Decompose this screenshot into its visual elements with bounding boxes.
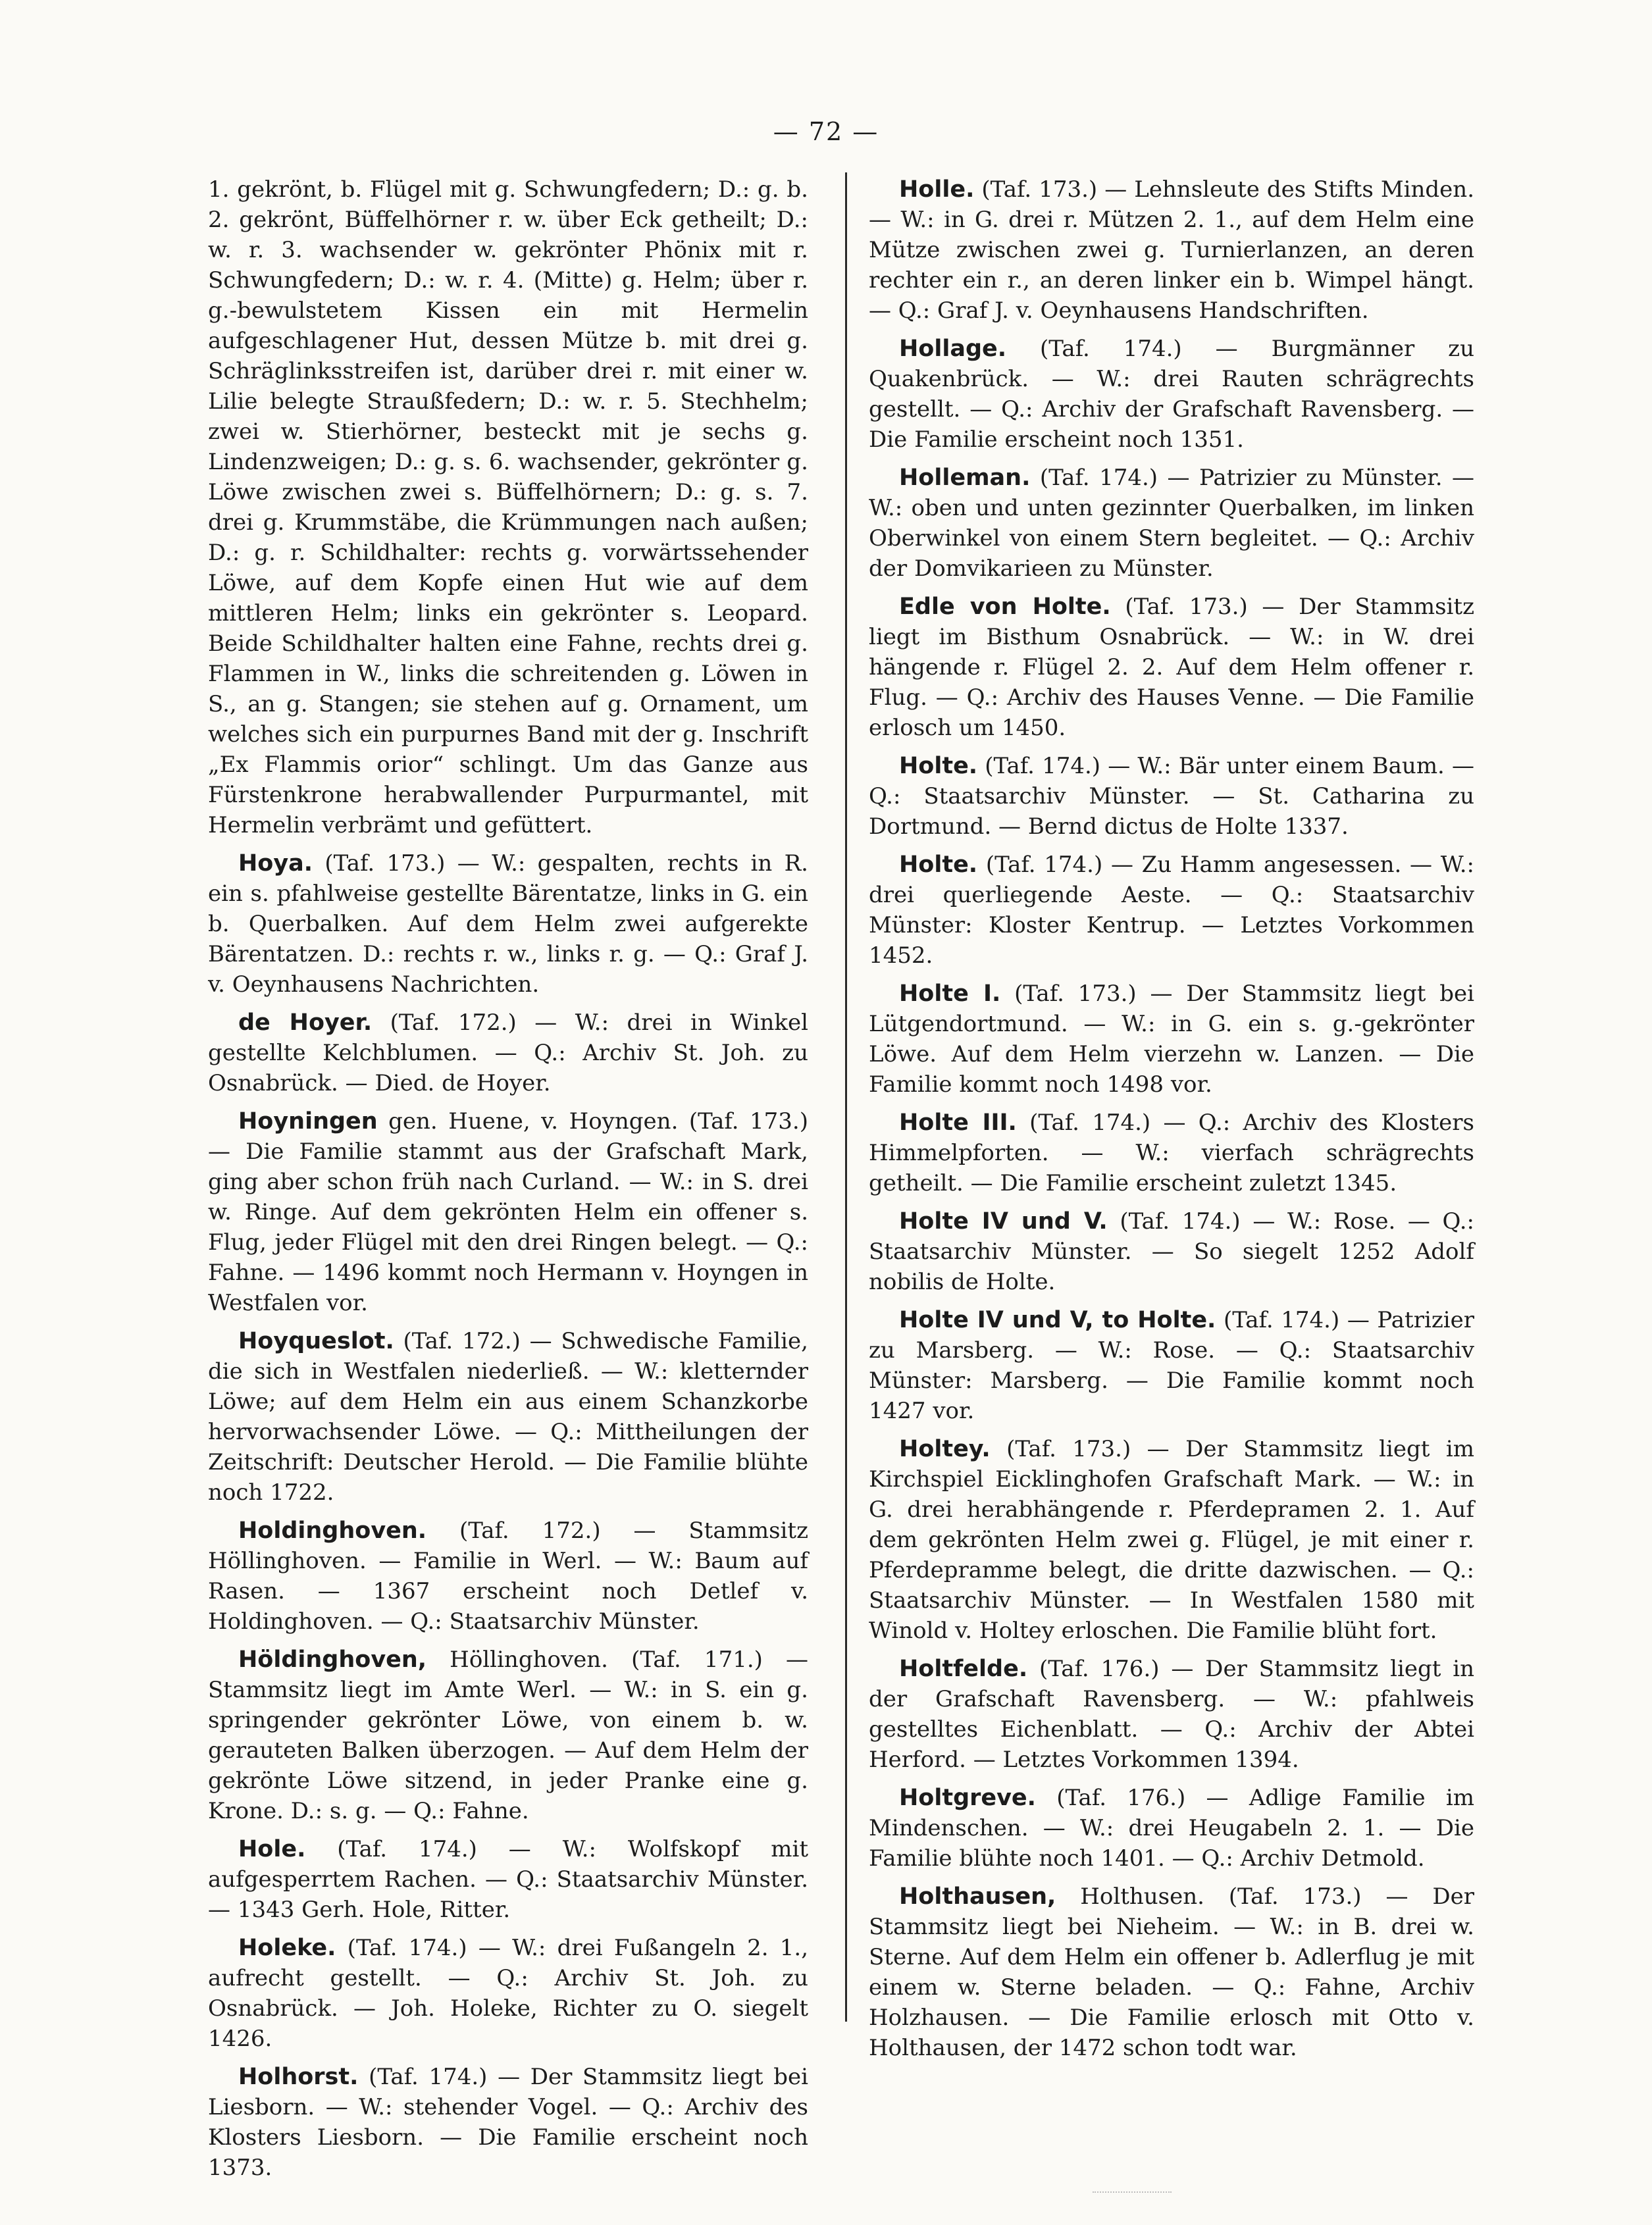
entry	[869, 174, 1474, 326]
entry	[869, 1881, 1474, 2063]
entry-text: (Taf. 173.) — Der Stammsitz liegt im Kirchspiel Eicklinghofen Grafschaft Mark. — W.: in G. drei herabhängende r. Pferdepramen 2. 1. Auf dem gekrönten Helm zwei g. Flügel, je mit einer r. Pferdepramme belegt, die dritte dazwischen. — Q.: Staatsarchiv Münster. — In Westfalen 1580 mit Winold v. Holtey erloschen. Die Familie blüht fort.	[869, 1436, 1474, 1644]
entry	[869, 1654, 1474, 1775]
column-divider	[845, 172, 847, 2022]
entry-text: (Taf. 172.) — W.: drei in Winkel gestellte Kelchblumen. — Q.: Archiv St. Joh. zu Osnabrück. — Died. de Hoyer.	[208, 1010, 808, 1096]
entry-heading: Holhorst.	[238, 2064, 359, 2090]
entry	[869, 1783, 1474, 1874]
entry-text: (Taf. 174.) — Zu Hamm angesessen. — W.: drei querliegende Aeste. — Q.: Staatsarchiv Münster: Kloster Kentrup. — Letztes Vorkommen 1452.	[869, 852, 1474, 969]
entry-text: (Taf. 176.) — Der Stammsitz liegt in der Grafschaft Ravensberg. — W.: pfahlweis gestelltes Eichenblatt. — Q.: Archiv der Abtei Herford. — Letztes Vorkommen 1394.	[869, 1656, 1474, 1773]
entry-text: (Taf. 173.) — W.: gespalten, rechts in R. ein s. pfahlweise gestellte Bärentatze, links in G. ein b. Querbalken. Auf dem Helm zwei aufgerekte Bärentatzen. D.: rechts r. w., links r. g. — Q.: Graf J. v. Oeynhausens Nachrichten.	[208, 850, 808, 998]
entry	[869, 592, 1474, 743]
entry-heading: de Hoyer.	[238, 1010, 373, 1036]
entry	[869, 334, 1474, 455]
entry	[208, 1326, 808, 1508]
entry-heading: Holte IV und V, to Holte.	[899, 1307, 1216, 1333]
entry	[869, 1206, 1474, 1297]
entry	[208, 1645, 808, 1826]
entry	[869, 1108, 1474, 1198]
entry-heading: Hollage.	[899, 336, 1007, 362]
entry	[869, 979, 1474, 1100]
entry	[208, 1516, 808, 1637]
entry	[208, 1834, 808, 1925]
entry-text: gen. Huene, v. Hoyngen. (Taf. 173.) — Die Familie stammt aus der Grafschaft Mark, ging aber schon früh nach Curland. — W.: in S. drei w. Ringe. Auf dem gekrönten Helm ein offener s. Flug, jeder Flügel mit den drei Ringen belegt. — Q.: Fahne. — 1496 kommt noch Hermann v. Hoyngen in Westfalen vor.	[208, 1108, 808, 1316]
entry-text: (Taf. 174.) — W.: drei Fußangeln 2. 1., aufrecht gestellt. — Q.: Archiv St. Joh. zu Osnabrück. — Joh. Holeke, Richter zu O. siegelt 1426.	[208, 1935, 808, 2052]
entry	[208, 2062, 808, 2183]
right-column	[869, 174, 1474, 2071]
entry-heading: Holleman.	[899, 465, 1031, 491]
entry-text: (Taf. 173.) — Der Stammsitz liegt im Bisthum Osnabrück. — W.: in W. drei hängende r. Flügel 2. 2. Auf dem Helm offener r. Flug. — Q.: Archiv des Hauses Venne. — Die Familie erlosch um 1450.	[869, 594, 1474, 741]
page-number: — 72 —	[773, 117, 879, 146]
entry	[869, 751, 1474, 842]
left-entries	[208, 848, 808, 2183]
entry	[869, 1434, 1474, 1646]
entry-heading: Holeke.	[238, 1935, 336, 1961]
entry-heading: Hoya.	[238, 850, 313, 877]
entry-text: (Taf. 172.) — Stammsitz Höllinghoven. — Familie in Werl. — W.: Baum auf Rasen. — 1367 erscheint noch Detlef v. Holdinghoven. — Q.: Staatsarchiv Münster.	[208, 1518, 808, 1635]
entry-text: (Taf. 172.) — Schwedische Familie, die sich in Westfalen niederließ. — W.: kletternder Löwe; auf dem Helm ein aus einem Schanzkorbe hervorwachsender Löwe. — Q.: Mittheilungen der Zeitschrift: Deutscher Herold. — Die Familie blühte noch 1722.	[208, 1328, 808, 1506]
entry	[869, 850, 1474, 971]
entry-text: (Taf. 173.) — Lehnsleute des Stifts Minden. — W.: in G. drei r. Mützen 2. 1., auf dem Helm eine Mütze zwischen zwei g. Turnierlanzen, an deren rechter ein r., an deren linker ein b. Wimpel hängt. — Q.: Graf J. v. Oeynhausens Handschriften.	[869, 176, 1474, 324]
entry-text: (Taf. 174.) — Patrizier zu Marsberg. — W.: Rose. — Q.: Staatsarchiv Münster: Marsberg. — Die Familie kommt noch 1427 vor.	[869, 1307, 1474, 1424]
entry	[208, 848, 808, 1000]
entry-heading: Hoyningen	[238, 1108, 378, 1135]
entry	[208, 1106, 808, 1318]
entry-heading: Höldinghoven,	[238, 1647, 427, 1673]
entry-heading: Holthausen,	[899, 1883, 1056, 1910]
entry	[869, 463, 1474, 584]
entry-heading: Holtfelde.	[899, 1656, 1028, 1682]
entry-text: (Taf. 173.) — Der Stammsitz liegt bei Lütgendortmund. — W.: in G. ein s. g.-gekrönter Löwe. Auf dem Helm vierzehn w. Lanzen. — Die Familie kommt noch 1498 vor.	[869, 981, 1474, 1098]
entry-heading: Holtey.	[899, 1436, 991, 1462]
entry-heading: Holte.	[899, 852, 978, 878]
entry-text: (Taf. 174.) — Q.: Archiv des Klosters Himmelpforten. — W.: vierfach schrägrechts getheilt. — Die Familie erscheint zuletzt 1345.	[869, 1110, 1474, 1196]
entry	[208, 1008, 808, 1098]
entry-heading: Holtgreve.	[899, 1785, 1036, 1811]
entry-heading: Hoyqueslot.	[238, 1328, 394, 1354]
entry-heading: Holte I.	[899, 981, 1001, 1007]
entry-text: (Taf. 174.) — W.: Rose. — Q.: Staatsarchiv Münster. — So siegelt 1252 Adolf nobilis de Holte.	[869, 1208, 1474, 1295]
entry-text: (Taf. 174.) — W.: Bär unter einem Baum. — Q.: Staatsarchiv Münster. — St. Catharina zu Dortmund. — Bernd dictus de Holte 1337.	[869, 753, 1474, 840]
scan-specks	[1093, 2191, 1172, 2197]
entry-text: (Taf. 176.) — Adlige Familie im Mindenschen. — W.: drei Heugabeln 2. 1. — Die Familie blühte noch 1401. — Q.: Archiv Detmold.	[869, 1785, 1474, 1872]
right-entries	[869, 174, 1474, 2063]
entry-heading: Holle.	[899, 176, 975, 203]
entry-heading: Holte IV und V.	[899, 1208, 1108, 1235]
entry-text: Holthusen. (Taf. 173.) — Der Stammsitz liegt bei Nieheim. — W.: in B. drei w. Sterne. Auf dem Helm ein offener b. Adlerflug je mit einem w. Sterne beladen. — Q.: Fahne, Archiv Holzhausen. — Die Familie erlosch mit Otto v. Holthausen, der 1472 schon todt war.	[869, 1883, 1474, 2061]
entry-heading: Holdinghoven.	[238, 1518, 427, 1544]
left-column	[208, 174, 808, 2191]
entry-text: (Taf. 174.) — Patrizier zu Münster. — W.: oben und unten gezinnter Querbalken, im linken Oberwinkel von einem Stern begleitet. — Q.: Archiv der Domvikarieen zu Münster.	[869, 465, 1474, 582]
entry	[869, 1305, 1474, 1426]
entry	[208, 1933, 808, 2054]
entry-heading: Hole.	[238, 1836, 306, 1862]
entry-text: (Taf. 174.) — Burgmänner zu Quakenbrück. — W.: drei Rauten schrägrechts gestellt. — Q.: Archiv der Grafschaft Ravensberg. — Die Familie erscheint noch 1351.	[869, 336, 1474, 453]
entry-heading: Edle von Holte.	[899, 594, 1111, 620]
entry-text: (Taf. 174.) — W.: Wolfskopf mit aufgesperrtem Rachen. — Q.: Staatsarchiv Münster. — 1343 Gerh. Hole, Ritter.	[208, 1836, 808, 1923]
entry-text: Höllinghoven. (Taf. 171.) — Stammsitz liegt im Amte Werl. — W.: in S. ein g. springender gekrönter Löwe, von einem b. w. gerauteten Balken überzogen. — Auf dem Helm der gekrönte Löwe sitzend, in jeder Pranke eine g. Krone. D.: s. g. — Q.: Fahne.	[208, 1647, 808, 1824]
entry-text: (Taf. 174.) — Der Stammsitz liegt bei Liesborn. — W.: stehender Vogel. — Q.: Archiv des Klosters Liesborn. — Die Familie erscheint noch 1373.	[208, 2064, 808, 2181]
entry-heading: Holte.	[899, 753, 978, 779]
continuation-paragraph: 1. gekrönt, b. Flügel mit g. Schwungfedern; D.: g. b. 2. gekrönt, Büffelhörner r. w. über Eck getheilt; D.: w. r. 3. wachsender w. gekrönter Phönix mit r. Schwungfedern; D.: w. r. 4. (Mitte) g. Helm; über r. g.-bewulstetem Kissen ein mit Hermelin aufgeschlagener Hut, dessen Mütze b. mit drei g. Schräglinksstreifen ist, darüber drei r. mit einer w. Lilie belegte Straußfedern; D.: w. r. 5. Stechhelm; zwei w. Stierhörner, besteckt mit je sechs g. Lindenzweigen; D.: g. s. 6. wachsender, gekrönter g. Löwe zwischen zwei s. Büffelhörnern; D.: g. s. 7. drei g. Krummstäbe, die Krümmungen nach außen; D.: g. r. Schildhalter: rechts g. vorwärtssehender Löwe, auf dem Kopfe einen Hut wie auf dem mittleren Helm; links ein gekrönter s. Leopard. Beide Schildhalter halten eine Fahne, rechts drei g. Flammen in W., links die schreitenden g. Löwen in S., an g. Stangen; sie stehen auf g. Ornament, um welches sich ein purpurnes Band mit der g. Inschrift „Ex Flammis orior“ schlingt. Um das Ganze aus Fürstenkrone herabwallender Purpurmantel, mit Hermelin verbrämt und gefüttert.	[208, 176, 808, 838]
entry-heading: Holte III.	[899, 1110, 1017, 1136]
